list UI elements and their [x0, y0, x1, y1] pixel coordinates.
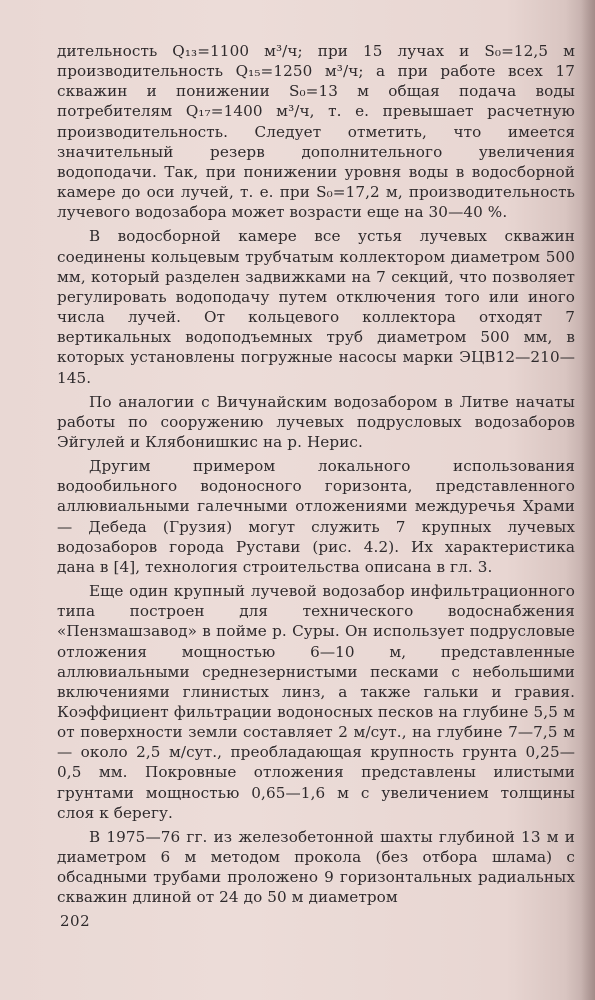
- paragraph-3: По аналогии с Вичунайским водозабором в Литве начаты работы по сооружению лучевых подрусловых водозаборов Эйгулей и Клябонишкис на р. Нерис.: [57, 392, 575, 451]
- paragraph-5: Еще один крупный лучевой водозабор инфильтрационного типа построен для технического водоснабжения «Пензмашзавод» в пойме р. Суры. Он использует подрусловые отложения мощностью 6—10 м, представленные аллювиальными среднезернистыми песками с небольшими включениями глинистых линз, а также гальки и гравия. Коэффициент фильтрации водоносных песков на глубине 5,5 м от поверхности земли составляет 2 м/сут., на глубине 7—7,5 м — около 2,5 м/сут., преобладающая крупность грунта 0,25—0,5 мм. Покровные отложения представлены илистыми грунтами мощностью 0,65—1,6 м с увеличением толщины слоя к берегу.: [57, 582, 575, 822]
- paragraph-4: Другим примером локального использования водообильного водоносного горизонта, представленного аллювиальными галечными отложениями междуречья Храми — Дебеда (Грузия) могут служить 7 крупных лучевых водозаборов города Рустави (рис. 4.2). Их характеристика дана в [4], технология строительства описана в гл. 3.: [57, 457, 575, 576]
- paragraph-2: В водосборной камере все устья лучевых скважин соединены кольцевым трубчатым коллектором диаметром 500 мм, который разделен задвижками на 7 секций, что позволяет регулировать водоподачу путем отключения того или иного числа лучей. От кольцевого коллектора отходят 7 вертикальных водоподъемных труб диаметром 500 мм, в которых установлены погружные насосы марки ЭЦВ12—210—145.: [57, 227, 575, 387]
- paragraph-1: дительность Q₁₃=1100 м³/ч; при 15 лучах и S₀=12,5 м производительность Q₁₅=1250 м³/ч; а при работе всех 17 скважин и понижении S₀=13 м общая подача воды потребителям Q₁₇=1400 м³/ч, т. е. превышает расчетную производительность. Следует отметить, что имеется значительный резерв дополнительного увеличения водоподачи. Так, при понижении уровня воды в водосборной камере до оси лучей, т. е. при S₀=17,2 м, производительность лучевого водозабора может возрасти еще на 30—40 %.: [57, 42, 575, 222]
- page-edge-shadow: [581, 0, 595, 1000]
- paragraph-6: В 1975—76 гг. из железобетонной шахты глубиной 13 м и диаметром 6 м методом прокола (без отбора шлама) с обсадными трубами проложено 9 горизонтальных радиальных скважин длиной от 24 до 50 м диаметром: [57, 827, 575, 907]
- body-text: [57, 41, 575, 912]
- page-number: 202: [60, 912, 91, 930]
